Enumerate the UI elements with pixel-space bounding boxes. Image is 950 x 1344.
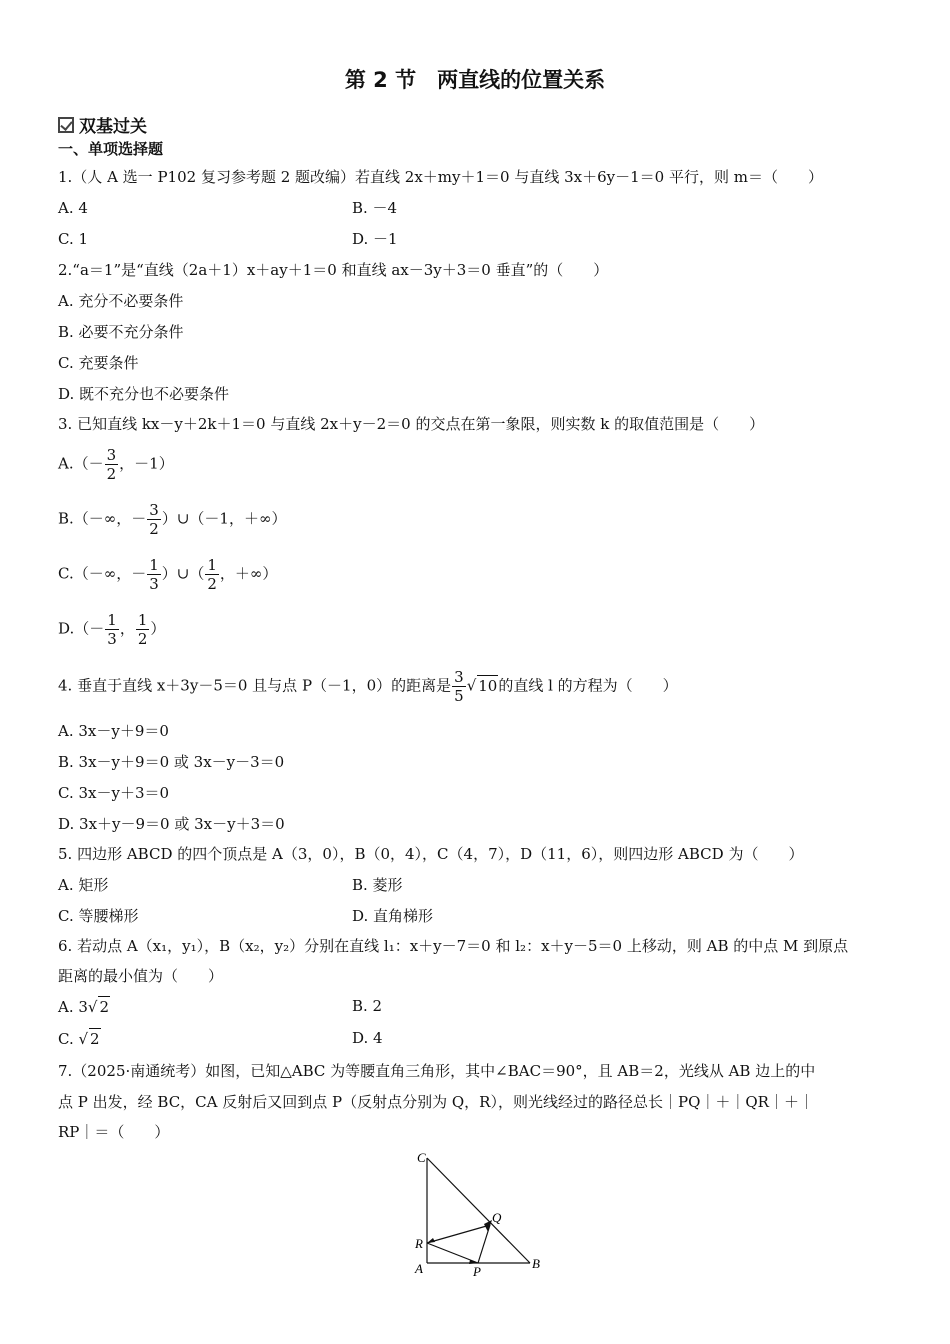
q4-option-a: A. 3x－y＋9＝0 xyxy=(58,722,169,740)
q6-option-a: A. 3√ 2 xyxy=(58,998,110,1016)
q3-option-b: B.（－∞，－ $\frac{3}{2}$ ）∪（－1，＋∞） xyxy=(58,501,287,538)
q3-stem: 3. 已知直线 kx－y＋2k＋1＝0 与直线 2x＋y－2＝0 的交点在第一象限，则实数 k 的取值范围是（ ） xyxy=(58,415,765,433)
q3-option-a: A.（－ $\frac{3}{2}$ ，－1） xyxy=(58,446,174,483)
q2-option-d: D. 既不充分也不必要条件 xyxy=(58,385,230,403)
label-q: Q xyxy=(492,1210,502,1225)
q5-option-d: D. 直角梯形 xyxy=(352,907,434,925)
q1-option-d: D. －1 xyxy=(352,230,398,248)
q1-option-c: C. 1 xyxy=(58,230,89,248)
arrow-head xyxy=(427,1238,435,1243)
ray-rp xyxy=(427,1243,478,1263)
triangle-figure xyxy=(408,1148,558,1280)
label-r: R xyxy=(415,1236,423,1251)
checkbox-icon xyxy=(58,117,74,133)
q2-stem: 2.“a＝1”是“直线（2a＋1）x＋ay＋1＝0 和直线 ax－3y＋3＝0 垂直”的（ ） xyxy=(58,261,609,279)
q6-option-c: C. √ 2 xyxy=(58,1030,100,1048)
fraction: $\frac{1}{2}$ xyxy=(207,556,217,593)
q1-stem: 1.（人 A 选一 P102 复习参考题 2 题改编）若直线 2x＋my＋1＝0 与直线 3x＋6y－1＝0 平行，则 m＝（ ） xyxy=(58,168,823,186)
q1-option-a: A. 4 xyxy=(58,199,88,217)
q5-stem: 5. 四边形 ABCD 的四个顶点是 A（3，0），B（0，4），C（4，7），D（11，6），则四边形 ABCD 为（ ） xyxy=(58,845,804,863)
fraction: $\frac{3}{2}$ xyxy=(106,446,117,483)
label-a: A xyxy=(415,1261,423,1276)
q3-option-c: C.（－∞，－ $\frac{1}{3}$ ）∪（ $\frac{1}{2}$ ，＋∞） xyxy=(58,556,278,593)
q5-option-a: A. 矩形 xyxy=(58,876,109,894)
label-b: B xyxy=(532,1256,540,1271)
sqrt-icon: √ xyxy=(78,1030,89,1048)
label-p: P xyxy=(473,1264,481,1279)
q2-option-b: B. 必要不充分条件 xyxy=(58,323,184,341)
fraction: $\frac{3}{5}$ xyxy=(454,668,464,705)
page-title: 第 2 节 两直线的位置关系 xyxy=(344,68,606,92)
sqrt-icon: √ xyxy=(466,676,477,695)
q3-option-d: D.（－ $\frac{1}{3}$ ， $\frac{1}{2}$ ） xyxy=(58,611,166,648)
fraction: $\frac{1}{2}$ xyxy=(137,611,148,648)
fraction: $\frac{1}{3}$ xyxy=(107,611,117,648)
q5-option-b: B. 菱形 xyxy=(352,876,403,894)
q6-stem-line1: 6. 若动点 A（x₁，y₁），B（x₂，y₂）分别在直线 l₁：x＋y－7＝0 和 l₂：x＋y－5＝0 上移动，则 AB 的中点 M 到原点 xyxy=(58,937,849,955)
q4-option-c: C. 3x－y＋3＝0 xyxy=(58,784,170,802)
q4-option-d: D. 3x＋y－9＝0 或 3x－y＋3＝0 xyxy=(58,815,285,833)
sqrt-icon: √ xyxy=(87,998,98,1016)
ray-qr xyxy=(427,1225,490,1243)
fraction: $\frac{3}{2}$ xyxy=(149,501,159,538)
q2-option-a: A. 充分不必要条件 xyxy=(58,292,184,310)
q4-stem: 4. 垂直于直线 x＋3y－5＝0 且与点 P（－1，0）的距离是 $\frac{3}{5}$ √ 10的直线 l 的方程为（ ） xyxy=(58,668,678,705)
q2-option-c: C. 充要条件 xyxy=(58,354,139,372)
q1-option-b: B. －4 xyxy=(352,199,398,217)
q7-stem-line2: 点 P 出发，经 BC，CA 反射后又回到点 P（反射点分别为 Q，R），则光线经过的路径总长｜PQ｜＋｜QR｜＋｜ xyxy=(58,1093,814,1111)
q6-option-d: D. 4 xyxy=(352,1029,383,1047)
label-c: C xyxy=(417,1150,426,1165)
section-label: 双基过关 xyxy=(79,117,147,137)
q7-stem-line1: 7.（2025·南通统考）如图，已知△ABC 为等腰直角三角形，其中∠BAC＝90°，且 AB＝2，光线从 AB 边上的中 xyxy=(58,1062,816,1080)
side-cb xyxy=(427,1158,530,1263)
q6-stem-line2: 距离的最小值为（ ） xyxy=(58,967,224,985)
q4-option-b: B. 3x－y＋9＝0 或 3x－y－3＝0 xyxy=(58,753,285,771)
section-heading xyxy=(58,112,147,137)
q5-option-c: C. 等腰梯形 xyxy=(58,907,139,925)
fraction: $\frac{1}{3}$ xyxy=(149,556,159,593)
arrow-head xyxy=(484,1220,492,1232)
q7-stem-line3: RP｜＝（ ） xyxy=(58,1123,170,1141)
q6-option-b: B. 2 xyxy=(352,997,383,1015)
subsection-heading: 一、单项选择题 xyxy=(58,140,164,158)
